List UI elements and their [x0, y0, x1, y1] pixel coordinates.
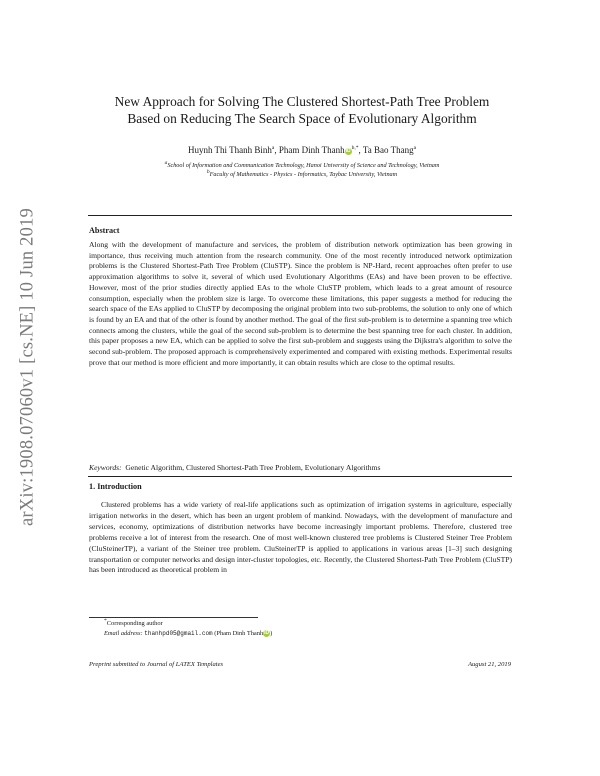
affiliation-a: $^a$School of Information and Communication Technology, Hanoi University of Science and Technology, Vietnam: [164, 159, 440, 169]
keywords-label: Keywords:: [89, 463, 122, 472]
abstract-bottom-rule: [88, 476, 512, 477]
abstract-top-rule: [88, 215, 512, 216]
author-2-name: Pham Dinh Thanh: [278, 145, 345, 155]
email-address[interactable]: thanhpd05@gmail.com: [144, 630, 213, 637]
orcid-icon[interactable]: iD: [345, 148, 351, 154]
abstract-heading: Abstract: [89, 226, 120, 235]
introduction-heading: 1. Introduction: [89, 482, 142, 491]
footnote-rule: [89, 617, 258, 618]
author-list: Huynh Thi Thanh Binh$^a$, Pham Dinh ThanhiD$^{b,*}$, Ta Bao Thang$^a$: [187, 145, 417, 155]
keywords: [89, 463, 512, 472]
footnote-email: Email address: thanhpd05@gmail.com (Pham Dinh ThanhiD): [104, 630, 273, 637]
author-3-affil: a: [413, 145, 417, 151]
email-label: Email address:: [104, 630, 143, 637]
paper-title: [80, 93, 524, 127]
orcid-icon[interactable]: iD: [264, 630, 270, 636]
author-2-affil: b,*: [351, 145, 359, 151]
abstract-body: Along with the development of manufacture and services, the problem of distribution network optimization has been growing in importance, thus receiving much attention from the research community. One of the most recently introduced network optimization problems is the Clustered Shortest-Path Tree Problem (CluSTP). Since the problem is NP-Hard, recent approaches often prefer to use approximation algorithms to solve it, several of which used Evolutionary Algorithms (EAs) and have been proven to be effective. However, most of the prior studies directly applied EAs to the whole CluSTP problem, which leads to a great amount of resource consumption, especially when the problem size is large. To overcome these limitations, this paper suggests a method for reducing the search space of the EAs applied to CluSTP by decomposing the original problem into two sub-problems, the solution to only one of which is found by an EA and that of the other is found by another method. The goal of the first sub-problem is to determine a spanning tree which connects among the clusters, while the goal of the second sub-problem is to determine the best spanning tree for each cluster. In addition, this paper proposes a new EA, which can be applied to solve the first sub-problem and suggests using the Dijkstra's algorithm to solve the second sub-problem. The proposed approach is comprehensively experimented and compared with existing methods. Experimental results prove that our method is more efficient and more importantly, it can obtain results which are close to the optimal results.: [89, 240, 512, 367]
arxiv-identifier-side: [8, 187, 48, 547]
preprint-date: August 21, 2019: [467, 661, 511, 668]
email-owner: (Pham Dinh Thanh: [214, 630, 264, 637]
keywords-text: Genetic Algorithm, Clustered Shortest-Path Tree Problem, Evolutionary Algorithms: [125, 463, 381, 472]
introduction-body: Clustered problems has a wide variety of real-life applications such as optimization of irrigation systems in agriculture, especially irrigation networks in the desert, which has been an urgent problem of mankind. Nowadays, with the development of manufacture and services, economy, optimizations of distribution networks have become increasingly important problems. Therefore, clustered tree problems receive a lot of interest from the research. One of most well-known clustered tree problems is Clustered Steiner Tree Problem (CluSteinerTP), a variant of the Steiner tree problem. CluSteinerTP is applied to applications in various areas [1–3] such designing transportation or computer networks and design inter-cluster topologies, etc. Recently, the Clustered Shortest-Path Tree Problem (CluSTP) has been introduced as theoretical problem in: [89, 500, 512, 575]
arxiv-identifier-text: arXiv:1908.07060v1 [cs.NE] 10 Jun 2019: [17, 208, 38, 526]
author-3-name: Ta Bao Thang: [362, 145, 414, 155]
author-1-name: Huynh Thi Thanh Binh: [187, 145, 272, 155]
title-line-1: New Approach for Solving The Clustered Shortest-Path Tree Problem: [114, 94, 490, 109]
author-1-affil: a: [271, 145, 275, 151]
affiliation-b: $^b$Faculty of Mathematics - Physics - Informatics, Taybac University, Vietnam: [206, 168, 398, 178]
footnote-corresponding: *Corresponding author: [104, 617, 163, 627]
title-line-2: Based on Reducing The Search Space of Evolutionary Algorithm: [127, 111, 477, 126]
preprint-note: Preprint submitted to Journal of LATEX Templates: [89, 661, 224, 668]
